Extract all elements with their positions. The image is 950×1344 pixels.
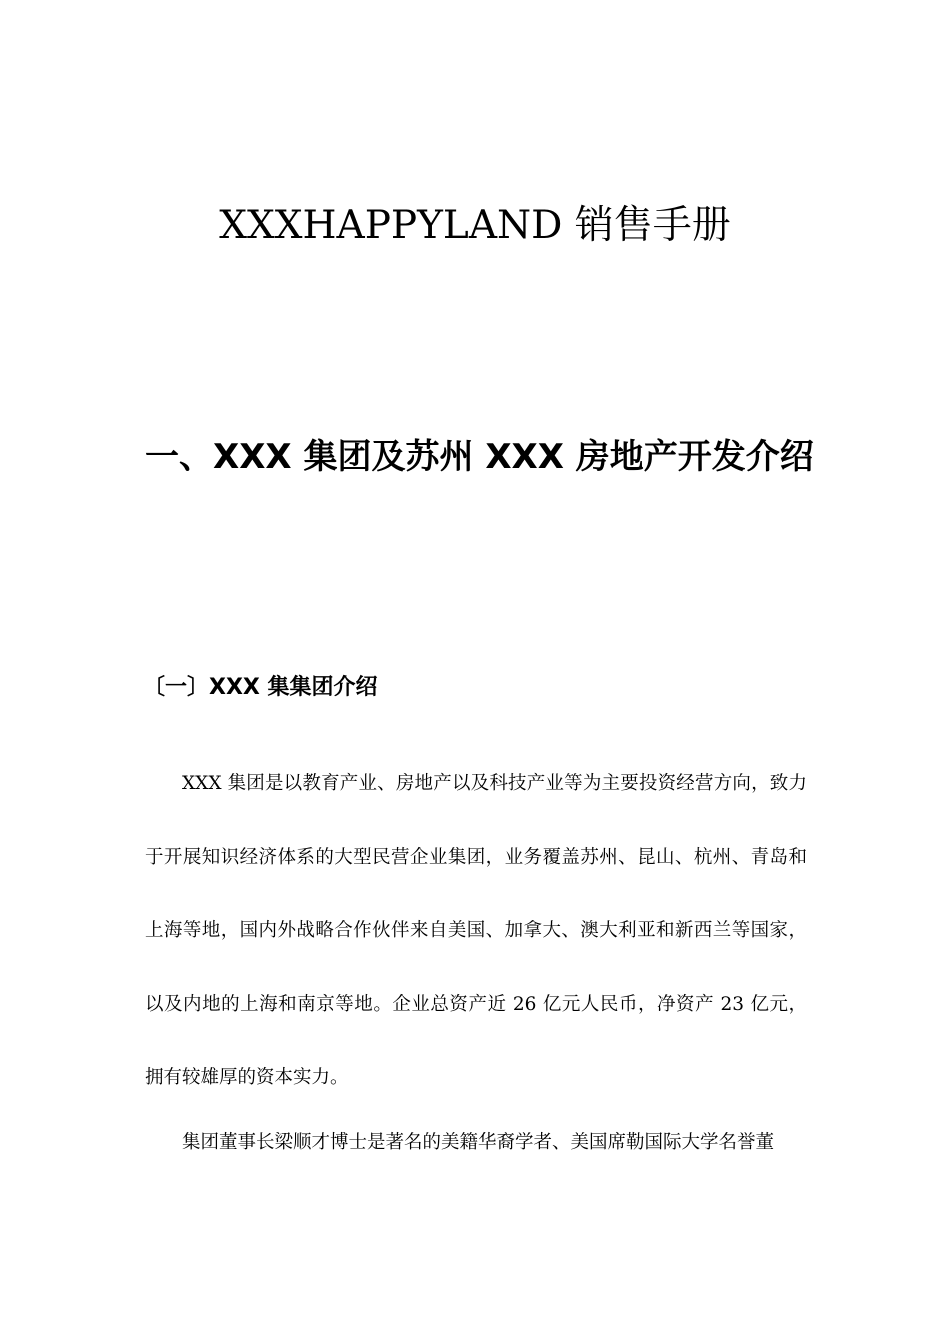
subsection-heading: 〔一〕XXX 集集团介绍 [143, 675, 378, 700]
body-paragraph: XXX 集团是以教育产业、房地产以及科技产业等为主要投资经营方向，致力于开展知识经济体系的大型民营企业集团，业务覆盖苏州、昆山、杭州、青岛和上海等地，国内外战略合作伙伴来自美国、加拿大、澳大利亚和新西兰等国家，以及内地的上海和南京等地。企业总资产近 26 亿元人民币，净资产 23 亿元，拥有较雄厚的资本实力。 [145, 773, 807, 1088]
section-heading: 一、XXX 集团及苏州 XXX 房地产开发介绍 [145, 437, 814, 477]
document-title: XXXHAPPYLAND 销售手册 [219, 203, 731, 248]
body-paragraph: 集团董事长梁顺才博士是著名的美籍华裔学者、美国席勒国际大学名誉董 [182, 1132, 775, 1153]
